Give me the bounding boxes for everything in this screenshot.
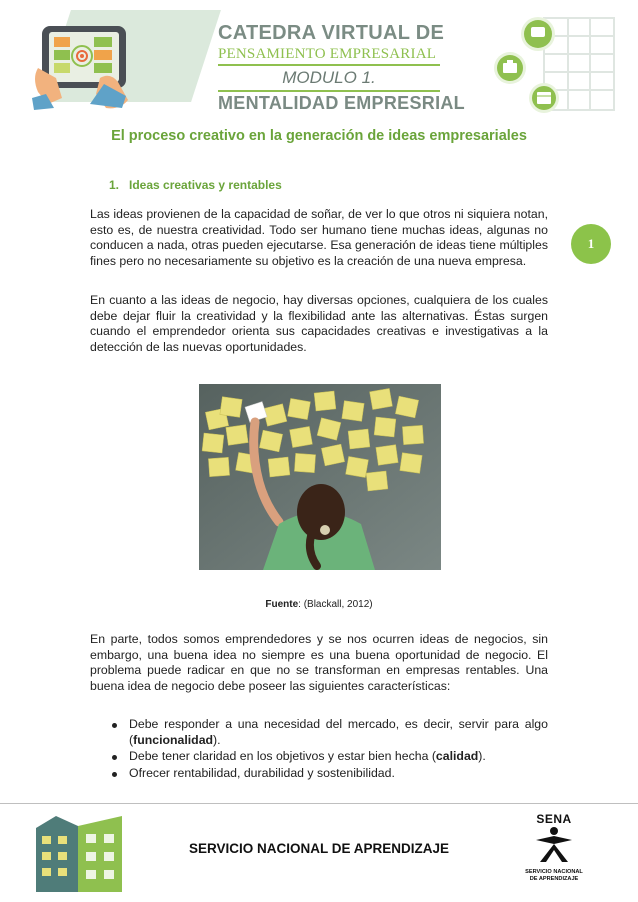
- sena-logo-subtitle-1: SERVICIO NACIONAL: [525, 869, 583, 875]
- section-number: 1.: [109, 178, 120, 192]
- section-title: Ideas creativas y rentables: [129, 178, 282, 192]
- caption-label: Fuente: [265, 599, 299, 610]
- paragraph-1: Las ideas provienen de la capacidad de soñar, de ver lo que otros ni siquiera notan, esto es, de nuestra creatividad. Todo ser humano tiene muchas ideas, algunas no conducen a nada, otras pueden ejecutarse. Esa generación de ideas tiene múltiples fines pero no necesariamente su objetivo es la creación de una nueva empresa.: [90, 207, 548, 268]
- course-header-title: [218, 22, 465, 114]
- bullet-icon: [112, 755, 117, 760]
- sena-logo-word: SENA: [536, 812, 572, 826]
- footer-institution: SERVICIO NACIONAL DE APRENDIZAJE: [188, 841, 450, 856]
- list-item-bold: calidad: [435, 749, 479, 764]
- list-item-text: Debe tener claridad en los objetivos y estar bien hecha (: [129, 749, 436, 764]
- document-title: El proceso creativo en la generación de ideas empresariales: [111, 128, 527, 144]
- bullet-icon: [112, 723, 117, 728]
- sena-logo-subtitle-2: DE APRENDIZAJE: [529, 875, 579, 882]
- list-item-text-end: ).: [213, 732, 221, 747]
- list-item-bold: funcionalidad: [133, 732, 214, 747]
- header-line-2: PENSAMIENTO EMPRESARIAL: [218, 46, 440, 66]
- list-item: [112, 749, 548, 765]
- sena-logo: [514, 812, 594, 890]
- image-caption: [0, 599, 638, 610]
- header-line-1: CATEDRA VIRTUAL DE: [218, 22, 445, 44]
- section-heading: [109, 178, 282, 192]
- list-item-text: Debe responder a una necesidad del mercado, es decir, servir para algo (: [129, 717, 548, 747]
- caption-source: : (Blackall, 2012): [298, 599, 373, 610]
- list-item-text: Ofrecer rentabilidad, durabilidad y sostenibilidad.: [129, 765, 395, 780]
- sticky-notes-photo: [199, 384, 441, 570]
- page-number-badge: 1: [571, 224, 611, 264]
- paragraph-2: En cuanto a las ideas de negocio, hay diversas opciones, cualquiera de los cuales debe dejar fluir la creatividad y la flexibilidad ante las alternativas. Éstas surgen cuando el emprendedor orienta sus capacidades creativas e investigativas a la detección de las nuevas oportunidades.: [90, 293, 548, 354]
- header-line-4: MENTALIDAD EMPRESRIAL: [218, 90, 440, 114]
- footer-divider: [0, 803, 638, 804]
- characteristics-list: [112, 717, 548, 782]
- page-header: [0, 0, 638, 118]
- tablet-touch-icon: [30, 12, 140, 112]
- list-item: [112, 717, 548, 748]
- sena-logo-icon: [532, 826, 576, 864]
- header-building-icons: [486, 6, 626, 114]
- list-item-text-end: ).: [478, 749, 486, 764]
- paragraph-3: En parte, todos somos emprendedores y se nos ocurren ideas de negocios, sin embargo, una buena idea no siempre es una buena oportunidad de negocio. El problema puede radicar en que no se transforman en empresas rentables. Una buena idea de negocio debe poseer las siguientes características:: [90, 632, 548, 693]
- bullet-icon: [112, 772, 117, 777]
- header-line-3: MODULO 1.: [282, 68, 376, 87]
- list-item: [112, 766, 548, 782]
